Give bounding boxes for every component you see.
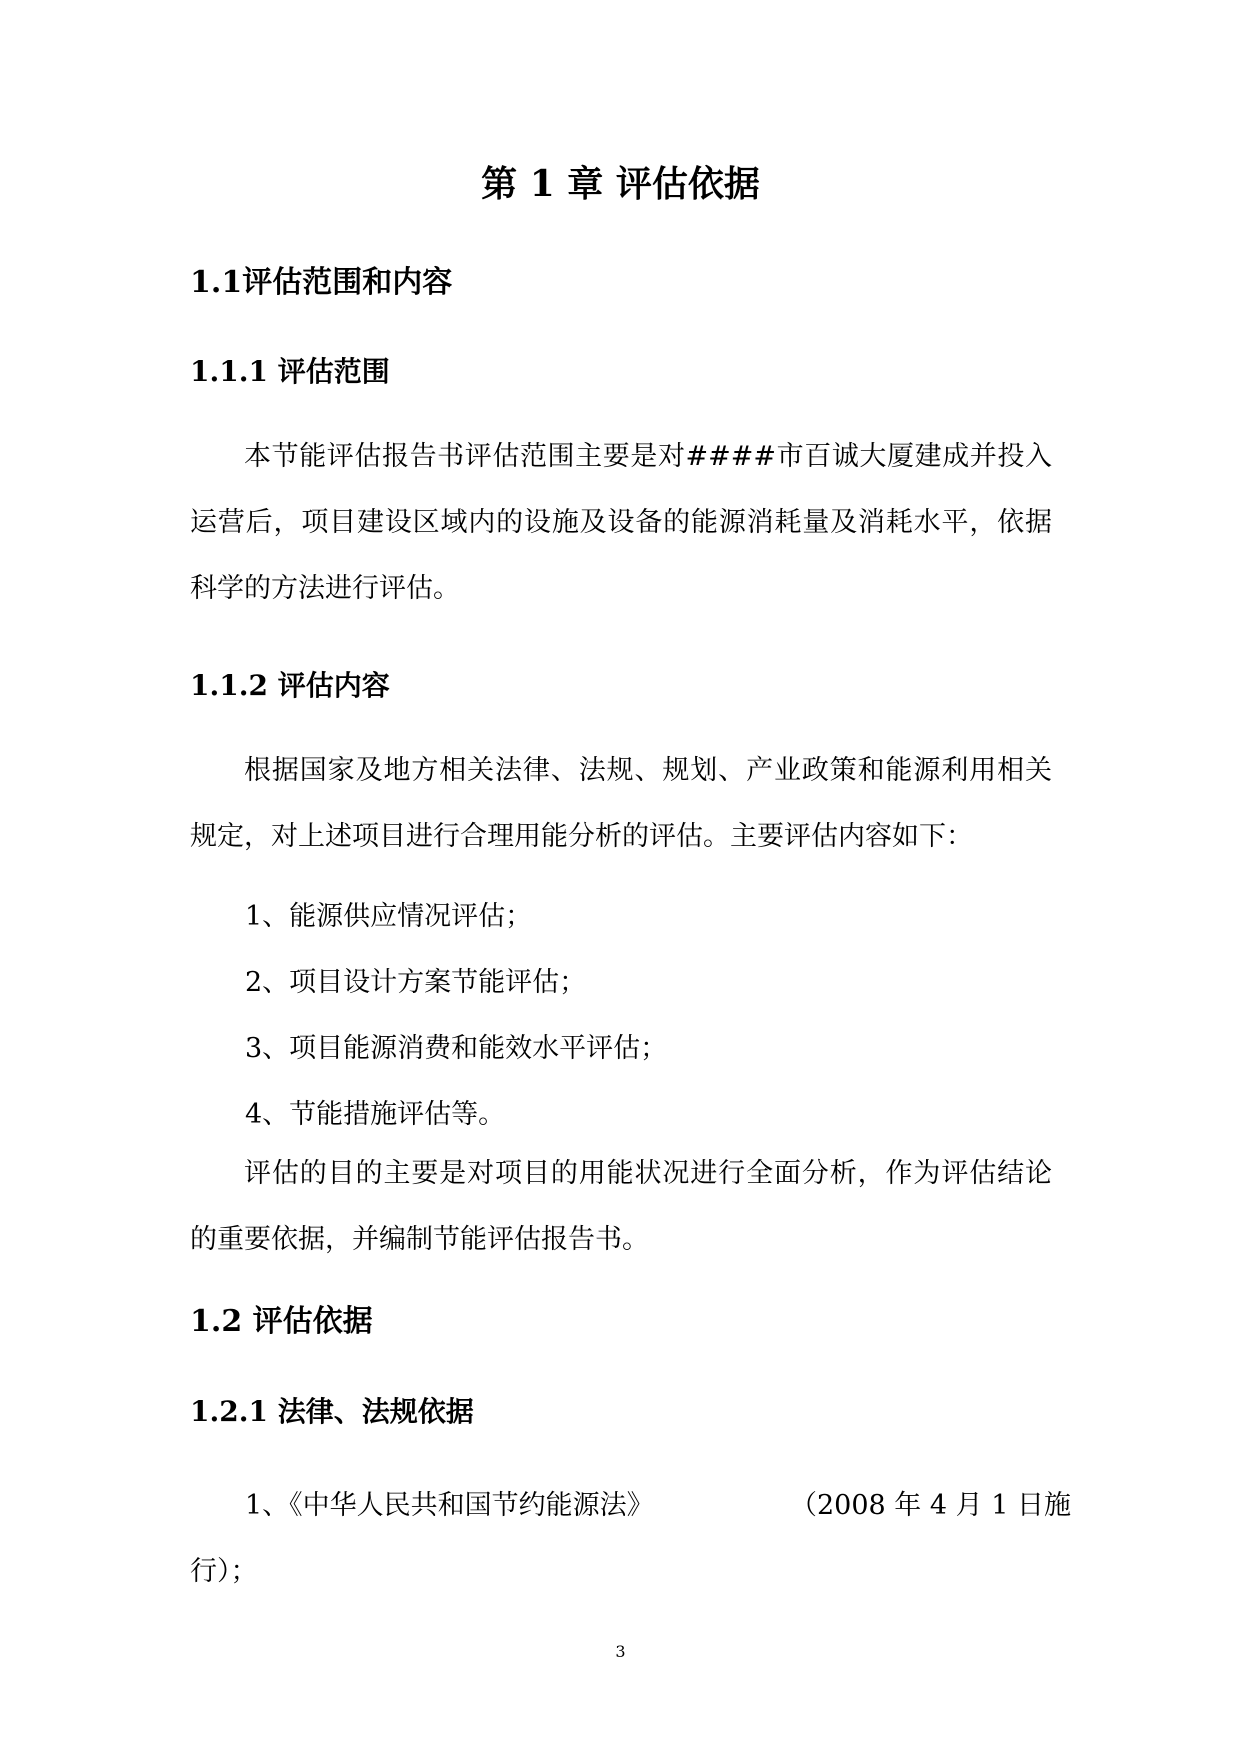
list-item: 2、项目设计方案节能评估； xyxy=(245,967,587,998)
list-item: 3、项目能源消费和能效水平评估； xyxy=(245,1033,668,1064)
subsection-heading-1-2-1: 1.2.1 法律、法规依据 xyxy=(190,1395,474,1428)
section-heading-1-2: 1.2 评估依据 xyxy=(190,1304,373,1339)
conclusion-paragraph: 评估的目的主要是对项目的用能状况进行全面分析，作为评估结论的重要依据，并编制节能评估报告书。 xyxy=(190,1158,1052,1255)
section-heading-1-1: 1.1评估范围和内容 xyxy=(190,265,453,300)
list-item: 1、能源供应情况评估； xyxy=(245,901,533,932)
subsection-heading-1-1-1: 1.1.1 评估范围 xyxy=(190,355,390,388)
law-reference-date: （2008 年 4 月 1 日施 xyxy=(790,1490,1071,1521)
scope-paragraph: 本节能评估报告书评估范围主要是对####市百诚大厦建成并投入运营后，项目建设区域内的设施及设备的能源消耗量及消耗水平，依据科学的方法进行评估。 xyxy=(190,441,1052,604)
page-number: 3 xyxy=(615,1642,626,1661)
chapter-title: 第 1 章 评估依据 xyxy=(481,163,760,205)
law-reference-continuation: 行）； xyxy=(190,1556,258,1587)
content-paragraph: 根据国家及地方相关法律、法规、规划、产业政策和能源利用相关规定，对上述项目进行合理用能分析的评估。主要评估内容如下： xyxy=(190,755,1052,852)
law-reference-title: 1、《中华人民共和国节约能源法》 xyxy=(245,1490,654,1521)
subsection-heading-1-1-2: 1.1.2 评估内容 xyxy=(190,669,390,702)
list-item: 4、节能措施评估等。 xyxy=(245,1099,506,1130)
